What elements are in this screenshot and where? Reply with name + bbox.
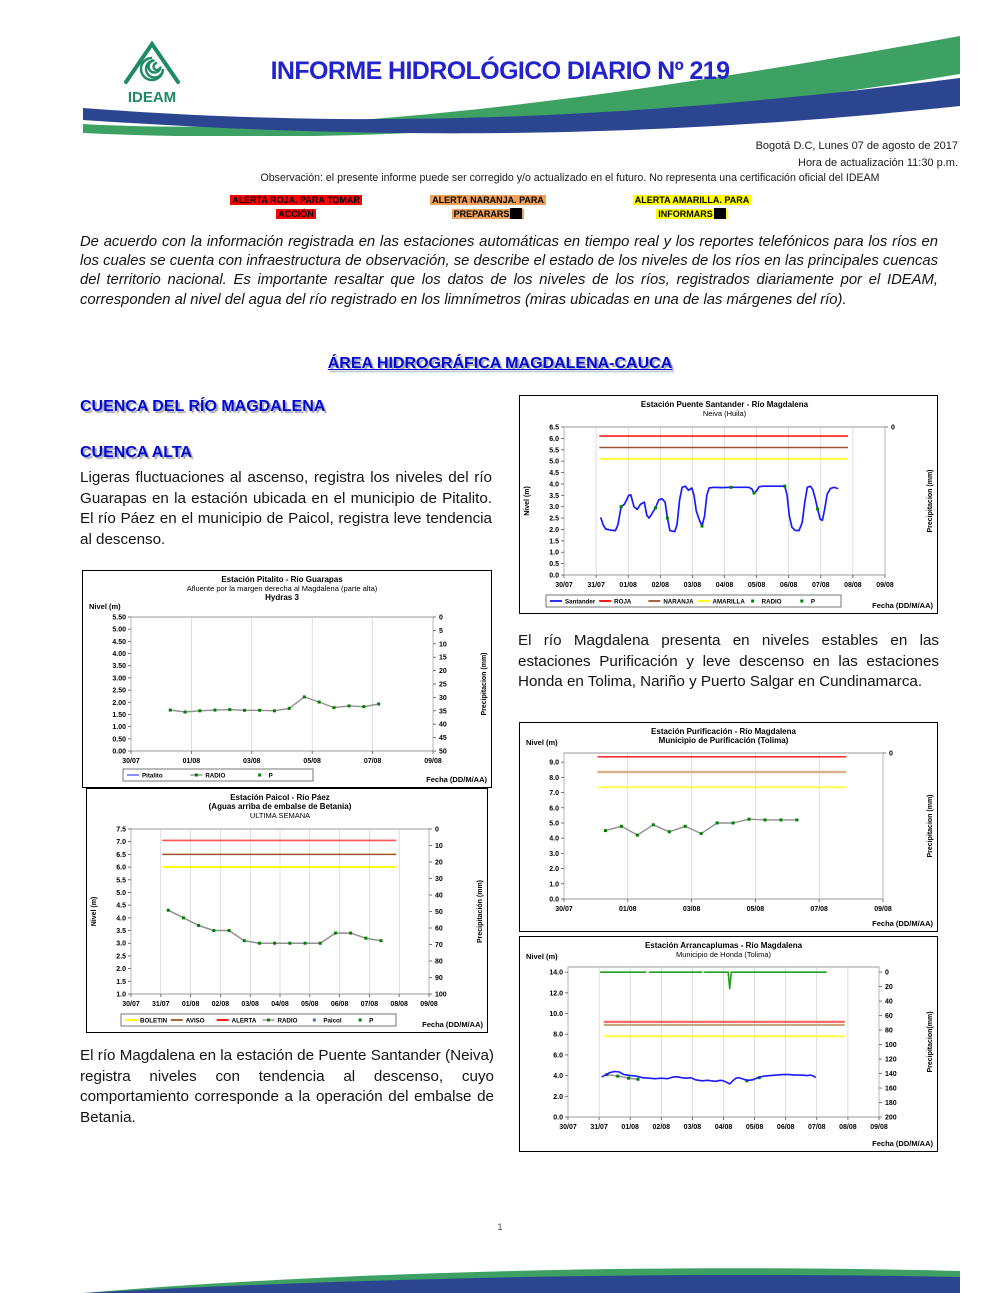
svg-text:03/08: 03/08 <box>683 582 702 589</box>
svg-text:12.0: 12.0 <box>549 990 563 998</box>
svg-text:4.0: 4.0 <box>549 481 559 489</box>
svg-text:20: 20 <box>885 984 893 992</box>
alert-orange-line1: ALERTA NARANJA. PARA <box>432 195 544 205</box>
footer-wave-graphic <box>83 1259 960 1293</box>
svg-text:6.0: 6.0 <box>116 864 126 872</box>
svg-text:05/08: 05/08 <box>747 582 766 589</box>
svg-text:09/08: 09/08 <box>876 582 894 589</box>
svg-text:03/08: 03/08 <box>241 1001 259 1008</box>
svg-text:09/08: 09/08 <box>420 1001 438 1008</box>
svg-text:40: 40 <box>435 892 443 900</box>
svg-text:1.0: 1.0 <box>116 991 126 999</box>
svg-text:120: 120 <box>885 1056 897 1064</box>
svg-text:100: 100 <box>885 1042 897 1050</box>
svg-text:P: P <box>810 598 815 606</box>
svg-text:09/08: 09/08 <box>874 906 892 913</box>
svg-text:Estación Puente Santander - Rí: Estación Puente Santander - Río Magdalena <box>640 400 809 409</box>
svg-text:P: P <box>369 1017 374 1025</box>
svg-text:05/08: 05/08 <box>303 758 321 765</box>
svg-text:Neiva (Huila): Neiva (Huila) <box>702 409 747 418</box>
svg-text:30/07: 30/07 <box>122 758 140 765</box>
alert-orange-chip <box>412 194 564 222</box>
svg-text:Fecha (DD/M/AA): Fecha (DD/M/AA) <box>422 1020 483 1029</box>
svg-text:0.50: 0.50 <box>112 736 126 744</box>
svg-text:140: 140 <box>885 1071 897 1079</box>
svg-text:30: 30 <box>435 876 443 883</box>
svg-text:(Aguas arriba de embalse de Be: (Aguas arriba de embalse de Betania) <box>208 802 352 811</box>
svg-text:Municipio de Honda (Tolima): Municipio de Honda (Tolima) <box>675 950 772 959</box>
svg-text:30/07: 30/07 <box>559 1124 577 1131</box>
svg-text:02/08: 02/08 <box>651 582 670 589</box>
svg-text:08/08: 08/08 <box>390 1001 408 1008</box>
svg-text:Afluente por la margen derecha: Afluente por la margen derecha al Magdalena (parte alta) <box>186 584 378 593</box>
svg-text:RADIO: RADIO <box>205 772 226 780</box>
alert-yellow-line2: INFORMARS <box>658 208 713 219</box>
svg-text:1.5: 1.5 <box>116 978 126 986</box>
svg-text:RADIO: RADIO <box>761 598 782 606</box>
alert-orange-line2-bg <box>452 209 525 219</box>
svg-text:60: 60 <box>885 1013 893 1021</box>
svg-text:04/08: 04/08 <box>714 1124 733 1131</box>
svg-text:100: 100 <box>435 991 447 999</box>
alert-red-line1: ALERTA ROJA. PARA TOMAR <box>232 195 360 205</box>
svg-text:07/08: 07/08 <box>808 1124 826 1131</box>
svg-text:0: 0 <box>885 969 889 977</box>
svg-text:7.5: 7.5 <box>116 826 126 834</box>
svg-text:1.00: 1.00 <box>112 724 126 732</box>
svg-text:3.50: 3.50 <box>112 663 126 671</box>
svg-text:80: 80 <box>435 958 443 966</box>
alert-yellow-line1-bg <box>633 195 752 205</box>
svg-text:4.00: 4.00 <box>112 651 126 659</box>
svg-text:8.0: 8.0 <box>549 774 559 782</box>
svg-text:ALERTA: ALERTA <box>231 1017 257 1025</box>
svg-text:02/08: 02/08 <box>211 1001 230 1008</box>
alert-red-chip <box>208 194 384 222</box>
svg-text:Fecha (DD/M/AA): Fecha (DD/M/AA) <box>426 775 487 784</box>
section-title-text: ÁREA HIDROGRÁFICA MAGDALENA-CAUCA <box>327 355 673 372</box>
svg-text:07/08: 07/08 <box>812 582 830 589</box>
svg-text:4.50: 4.50 <box>112 638 126 646</box>
svg-text:Nivel (m): Nivel (m) <box>526 738 558 747</box>
svg-text:30: 30 <box>439 694 447 702</box>
svg-text:AVISO: AVISO <box>185 1017 205 1025</box>
svg-text:Pitalito: Pitalito <box>142 772 163 780</box>
svg-text:2.0: 2.0 <box>553 1093 563 1101</box>
svg-text:05/08: 05/08 <box>745 1124 764 1131</box>
svg-text:Paicol: Paicol <box>323 1017 342 1025</box>
svg-text:6.0: 6.0 <box>549 435 559 443</box>
svg-text:Nivel (m): Nivel (m) <box>526 952 558 961</box>
svg-text:10.0: 10.0 <box>549 1011 563 1019</box>
svg-text:4.0: 4.0 <box>549 835 559 843</box>
svg-text:Precipitacion (mm): Precipitacion (mm) <box>927 469 934 533</box>
svg-text:Nivel (m): Nivel (m) <box>524 486 531 516</box>
svg-text:P: P <box>268 772 273 780</box>
svg-text:2.5: 2.5 <box>549 515 559 523</box>
svg-text:1.50: 1.50 <box>112 711 126 719</box>
svg-text:90: 90 <box>435 975 443 982</box>
svg-text:7.0: 7.0 <box>116 839 126 847</box>
magdalena-estable-paragraph: El río Magdalena presenta en niveles estables en las estaciones Purificación y leve descenso en las estaciones Honda en Tolima, Nariño y Puerto Salgar en Cundinamarca. <box>518 632 939 691</box>
svg-text:02/08: 02/08 <box>652 1124 671 1131</box>
svg-text:3.5: 3.5 <box>116 928 126 936</box>
svg-text:Estación Purificación - Río Ma: Estación Purificación - Río Magdalena <box>651 727 796 736</box>
chart-purificacion <box>519 722 938 932</box>
alert-yellow-line2-bg <box>656 209 728 219</box>
alert-orange-line2: PREPARARS <box>453 208 510 219</box>
svg-text:10: 10 <box>439 641 447 649</box>
heading-cuenca-magdalena: CUENCA DEL RÍO MAGDALENA <box>80 398 326 415</box>
observation-note: Observación: el presente informe puede ser corregido y/o actualizado en el futuro. No representa una certificación oficial del IDEAM <box>260 172 880 184</box>
svg-text:BOLETIN: BOLETIN <box>140 1017 168 1025</box>
svg-text:0.00: 0.00 <box>112 748 126 756</box>
svg-text:8.0: 8.0 <box>553 1031 563 1039</box>
svg-text:14.0: 14.0 <box>549 969 563 977</box>
svg-text:RADIO: RADIO <box>277 1017 298 1025</box>
svg-text:3.0: 3.0 <box>549 850 559 858</box>
svg-text:03/08: 03/08 <box>683 1124 702 1131</box>
svg-text:Hydras 3: Hydras 3 <box>265 593 299 602</box>
svg-text:31/07: 31/07 <box>587 582 605 589</box>
puente-santander-paragraph: El río Magdalena en la estación de Puente Santander (Neiva) registra niveles con tendencia al descenso, cuyo comportamiento corresponde a la operación del embalse de Betania. <box>80 1047 494 1127</box>
svg-text:ULTIMA SEMANA: ULTIMA SEMANA <box>249 811 311 820</box>
svg-text:0.0: 0.0 <box>553 1114 563 1122</box>
svg-text:07/08: 07/08 <box>810 906 828 913</box>
svg-text:60: 60 <box>435 925 443 933</box>
svg-text:3.0: 3.0 <box>116 940 126 948</box>
svg-text:Fecha (DD/M/AA): Fecha (DD/M/AA) <box>872 601 933 610</box>
svg-text:01/08: 01/08 <box>621 1124 639 1131</box>
svg-text:4.0: 4.0 <box>553 1073 563 1081</box>
svg-text:09/08: 09/08 <box>870 1124 888 1131</box>
date-line: Bogotá D.C, Lunes 07 de agosto de 2017 <box>755 140 958 152</box>
svg-text:0.5: 0.5 <box>549 561 559 569</box>
svg-text:01/08: 01/08 <box>181 1001 200 1008</box>
svg-text:2.5: 2.5 <box>116 953 126 961</box>
svg-text:Precipitacion (mm): Precipitacion (mm) <box>481 652 488 716</box>
update-time-line: Hora de actualización 11:30 p.m. <box>798 156 958 169</box>
svg-text:200: 200 <box>885 1114 897 1122</box>
chart-puente-santander <box>519 395 938 614</box>
svg-text:50: 50 <box>439 748 447 756</box>
alert-yellow-line1: ALERTA AMARILLA. PARA <box>634 195 750 205</box>
svg-text:08/08: 08/08 <box>839 1124 857 1131</box>
svg-text:9.0: 9.0 <box>549 759 559 767</box>
svg-text:2.00: 2.00 <box>112 699 126 707</box>
svg-text:40: 40 <box>885 998 893 1006</box>
svg-text:160: 160 <box>885 1085 897 1093</box>
chart-pitalito <box>82 570 492 788</box>
svg-text:AMARILLA: AMARILLA <box>712 598 745 606</box>
svg-text:Nivel (m): Nivel (m) <box>91 896 98 927</box>
svg-text:6.5: 6.5 <box>116 851 126 859</box>
svg-text:50: 50 <box>435 909 443 916</box>
alert-red-line2: ACCIÓN <box>278 208 314 219</box>
svg-text:5: 5 <box>439 627 443 635</box>
svg-text:06/08: 06/08 <box>776 1124 795 1131</box>
svg-text:31/07: 31/07 <box>590 1124 608 1131</box>
alert-yellow-chip <box>610 194 774 222</box>
svg-text:45: 45 <box>439 735 447 743</box>
svg-text:0: 0 <box>435 826 439 834</box>
svg-text:01/08: 01/08 <box>619 906 637 913</box>
page-number: 1 <box>497 1222 503 1232</box>
svg-text:08/08: 08/08 <box>844 582 862 589</box>
svg-text:4.5: 4.5 <box>549 470 559 478</box>
svg-text:4.0: 4.0 <box>116 915 126 923</box>
svg-text:04/08: 04/08 <box>271 1001 289 1008</box>
svg-text:2.50: 2.50 <box>112 687 126 695</box>
heading-cuenca-alta: CUENCA ALTA <box>80 444 192 461</box>
svg-text:2.0: 2.0 <box>549 866 559 874</box>
svg-text:6.0: 6.0 <box>553 1052 563 1060</box>
svg-text:1.5: 1.5 <box>549 538 559 546</box>
svg-text:25: 25 <box>439 681 447 689</box>
svg-text:30/07: 30/07 <box>555 906 573 913</box>
svg-text:09/08: 09/08 <box>424 758 442 765</box>
alert-red-line2-bg <box>276 209 316 219</box>
svg-text:Fecha (DD/M/AA): Fecha (DD/M/AA) <box>872 919 933 928</box>
svg-text:05/08: 05/08 <box>746 906 765 913</box>
svg-text:Precipitación (mm): Precipitación (mm) <box>477 879 484 944</box>
ideam-logo <box>112 36 198 108</box>
svg-text:Estación Pitalito - Río Guara: Estación Pitalito - Río Guarapas <box>221 575 343 584</box>
redaction-box <box>510 208 522 219</box>
svg-text:10: 10 <box>435 843 443 850</box>
section-title <box>0 355 1000 373</box>
chart-arrancaplumas <box>519 936 938 1152</box>
svg-text:40: 40 <box>439 721 447 729</box>
svg-text:2.0: 2.0 <box>116 966 126 974</box>
report-title: INFORME HIDROLÓGICO DIARIO Nº 219 <box>270 57 730 85</box>
svg-text:01/08: 01/08 <box>619 582 637 589</box>
svg-text:20: 20 <box>435 859 443 867</box>
svg-text:35: 35 <box>439 708 447 716</box>
svg-text:07/08: 07/08 <box>360 1001 379 1008</box>
svg-text:0: 0 <box>891 424 895 432</box>
alert-orange-line1-bg <box>430 195 546 205</box>
logo-text: IDEAM <box>127 89 177 106</box>
svg-text:5.0: 5.0 <box>116 889 126 897</box>
svg-text:Estación Paicol - Río Páez: Estación Paicol - Río Páez <box>230 793 330 802</box>
svg-text:1.0: 1.0 <box>549 549 559 557</box>
svg-text:0: 0 <box>889 750 893 758</box>
svg-text:Santander: Santander <box>565 598 596 606</box>
svg-text:2.0: 2.0 <box>549 526 559 534</box>
svg-text:Precipitacion(mm): Precipitacion(mm) <box>927 1011 934 1073</box>
svg-text:5.50: 5.50 <box>112 614 126 622</box>
svg-text:70: 70 <box>435 942 443 949</box>
svg-text:7.0: 7.0 <box>549 790 559 798</box>
intro-paragraph: De acuerdo con la información registrada en las estaciones automáticas en tiempo real y los reportes telefónicos para los ríos en los cuales se cuenta con infraestructura de observación, se describe el estado de los niveles de los ríos en las principales cuencas del territorio nacional. Es importante resaltar que los datos de los niveles de los ríos, registrados diariamente por el IDEAM, corresponden al nivel del agua del río registrado en los limnímetros (miras ubicadas en una de las márgenes del río). <box>80 234 938 308</box>
svg-text:3.0: 3.0 <box>549 504 559 512</box>
svg-text:05/08: 05/08 <box>301 1001 319 1008</box>
svg-text:06/08: 06/08 <box>779 582 798 589</box>
logo-spiral-icon <box>141 58 163 80</box>
svg-text:30/07: 30/07 <box>555 582 573 589</box>
svg-text:5.0: 5.0 <box>549 458 559 466</box>
svg-text:31/07: 31/07 <box>152 1001 170 1008</box>
svg-text:1.0: 1.0 <box>549 881 559 889</box>
redaction-box <box>714 208 726 219</box>
svg-text:6.0: 6.0 <box>549 805 559 813</box>
svg-text:04/08: 04/08 <box>715 582 734 589</box>
svg-text:5.5: 5.5 <box>116 877 126 885</box>
svg-text:4.5: 4.5 <box>116 902 126 910</box>
svg-text:15: 15 <box>439 654 447 662</box>
svg-text:180: 180 <box>885 1100 897 1108</box>
svg-text:Municipio de Purificación (Tol: Municipio de Purificación (Tolima) <box>658 736 789 745</box>
svg-text:NARANJA: NARANJA <box>663 598 694 606</box>
svg-text:20: 20 <box>439 668 447 676</box>
svg-text:ROJA: ROJA <box>614 598 632 606</box>
svg-text:07/08: 07/08 <box>363 758 382 765</box>
svg-text:3.5: 3.5 <box>549 492 559 500</box>
svg-text:5.00: 5.00 <box>112 626 126 634</box>
svg-text:0.0: 0.0 <box>549 896 559 904</box>
svg-text:6.5: 6.5 <box>549 424 559 432</box>
svg-text:30/07: 30/07 <box>122 1001 140 1008</box>
date-block <box>438 138 958 171</box>
svg-text:80: 80 <box>885 1027 893 1035</box>
svg-text:0: 0 <box>439 614 443 622</box>
svg-text:Nivel (m): Nivel (m) <box>89 602 121 611</box>
svg-text:03/08: 03/08 <box>682 906 701 913</box>
svg-text:0.0: 0.0 <box>549 572 559 580</box>
svg-text:3.00: 3.00 <box>112 675 126 683</box>
svg-text:Fecha (DD/M/AA): Fecha (DD/M/AA) <box>872 1139 933 1148</box>
cuenca-alta-paragraph: Ligeras fluctuaciones al ascenso, registra los niveles del río Guarapas en la estación ubicada en el municipio de Pitalito. El río Páez en el municipio de Paicol, registra leve tendencia al descenso. <box>80 469 492 549</box>
alert-red-line1-bg <box>230 195 362 205</box>
svg-text:5.5: 5.5 <box>549 447 559 455</box>
chart-paicol <box>86 788 488 1033</box>
svg-text:5.0: 5.0 <box>549 820 559 828</box>
svg-text:Estación Arrancaplumas - Río M: Estación Arrancaplumas - Río Magdalena <box>644 941 803 950</box>
svg-text:01/08: 01/08 <box>182 758 201 765</box>
svg-text:Precipitacion (mm): Precipitacion (mm) <box>927 794 934 858</box>
svg-text:06/08: 06/08 <box>330 1001 349 1008</box>
svg-text:03/08: 03/08 <box>243 758 261 765</box>
